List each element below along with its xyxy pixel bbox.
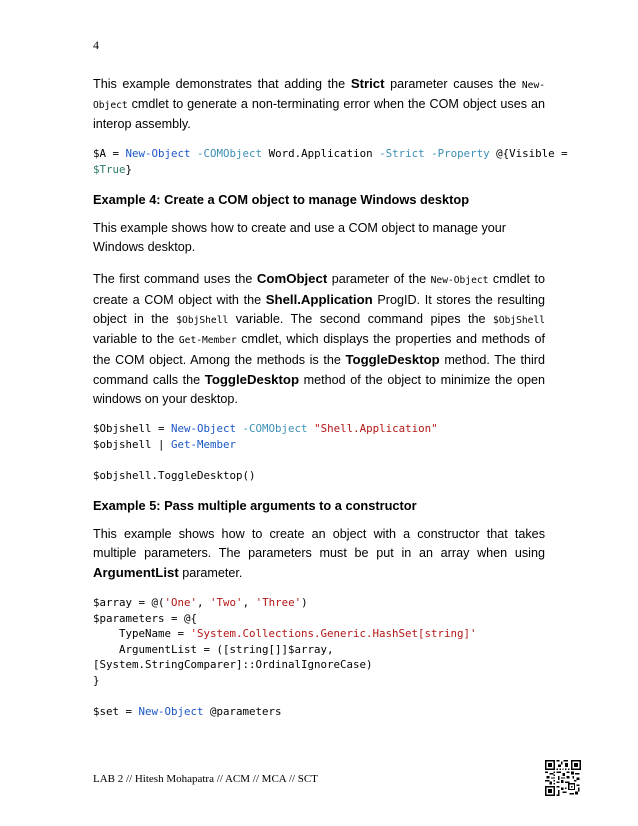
example-4-explanation: The first command uses the ComObject parameter of the New-Object cmdlet to create a COM object with the Shell.Application ProgID. It stores the resulting object in the $ObjShell variable. The second command pipes the $ObjShell variable to the Get-Member cmdlet, which displays the properties and methods of the COM object. Among the methods is the ToggleDesktop method. The third command calls the ToggleDesktop method of the object to minimize the open windows on your desktop. [93, 271, 546, 406]
qr-code-icon [545, 760, 581, 796]
example-4-heading: Example 4: Create a COM object to manage Windows desktop [93, 192, 470, 207]
code-block-strict: $A = New-Object -COMObject Word.Application -Strict -Property @{Visible = $True} [93, 147, 575, 176]
code-block-constructor: $array = @('One', 'Two', 'Three') $parameters = @{ TypeName = 'System.Collections.Generic.HashSet[string]' ArgumentList = ([string[]]$array, [System.StringComparer]::OrdinalIgnoreCase) } $set = New-Object @parameters [93, 596, 477, 718]
example-4-description: This example shows how to create and use a COM object to manage your Windows desktop. [93, 221, 507, 254]
code-block-shell: $Objshell = New-Object -COMObject "Shell.Application" $objshell | Get-Member $objshell.ToggleDesktop() [93, 422, 438, 482]
page-content [93, 74, 575, 733]
example-5-description: This example shows how to create an object with a constructor that takes multiple parameters. The parameters must be put in an array when using ArgumentList parameter. [93, 527, 545, 580]
intro-paragraph: This example demonstrates that adding the Strict parameter causes the New-Object cmdlet to generate a non-terminating error when the COM object uses an interop assembly. [93, 76, 545, 131]
page-footer: LAB 2 // Hitesh Mohapatra // ACM // MCA // SCT [93, 773, 318, 785]
example-5-heading: Example 5: Pass multiple arguments to a constructor [93, 498, 417, 513]
page-number: 4 [93, 38, 99, 52]
